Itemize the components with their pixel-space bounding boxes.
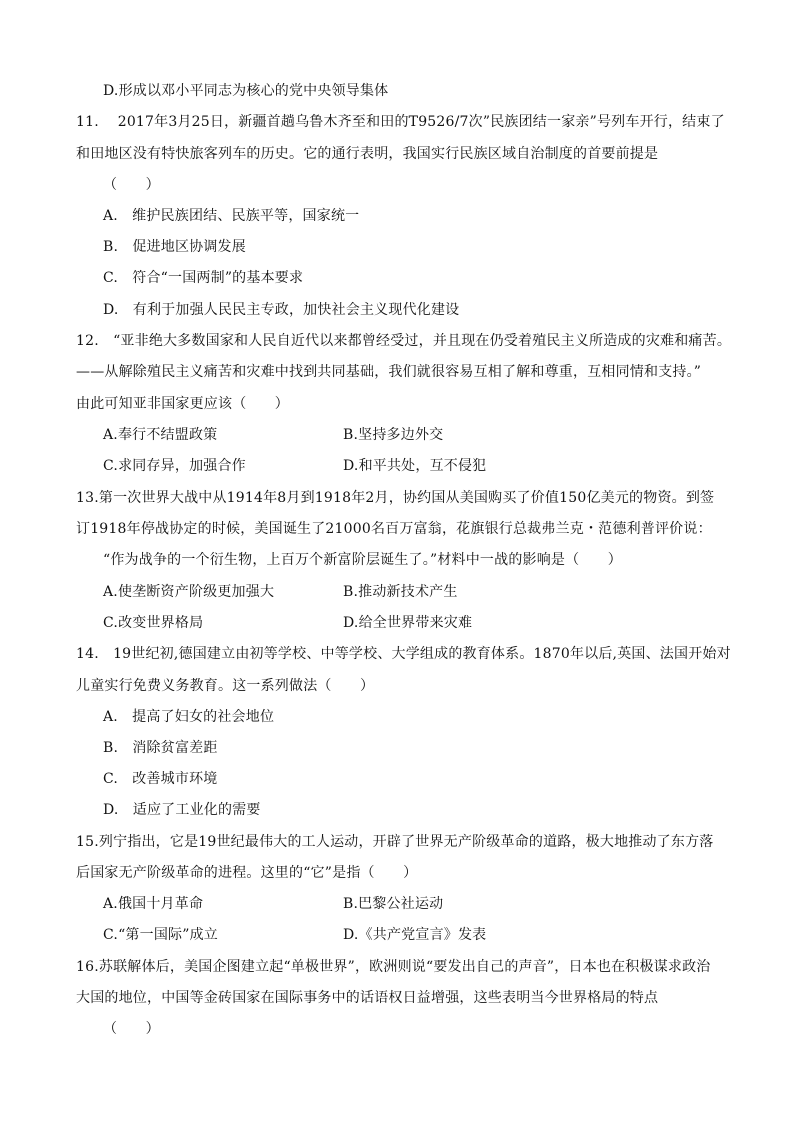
q14-option-d: D. 适应了工业化的需要 [103, 802, 261, 818]
q12-option-c: C.求同存异，加强合作 [103, 458, 246, 474]
q10-option-d: D.形成以邓小平同志为核心的党中央领导集体 [103, 83, 389, 99]
q12-stem-line-1: 12. “亚非绝大多数国家和人民自近代以来都曾经受过，并且现在仍受着殖民主义所造成的灾难和痛苦。 [76, 333, 732, 349]
q15-option-d: D.《共产党宣言》发表 [343, 927, 487, 943]
q13-option-a: A.使垄断资产阶级更加强大 [103, 584, 275, 600]
q12-option-b: B.坚持多边外交 [343, 427, 444, 443]
q16-stem-line-1: 16.苏联解体后，美国企图建立起“单极世界”，欧洲则说“要发出自己的声音”，日本也在积极谋求政治 [76, 959, 711, 975]
q15-stem-line-2: 后国家无产阶级革命的进程。这里的“它”是指（ ） [76, 865, 418, 881]
q12-option-d: D.和平共处，互不侵犯 [343, 458, 487, 474]
q13-stem-line-1: 13.第一次世界大战中从1914年8月到1918年2月，协约国从美国购买了价值150亿美元的物资。到签 [76, 490, 715, 506]
q15-stem-line-1: 15.列宁指出，它是19世纪最伟大的工人运动，开辟了世界无产阶级革命的道路，极大地推动了东方落 [76, 834, 714, 850]
q15-option-a: A.俄国十月革命 [103, 896, 204, 912]
q14-option-b: B. 消除贫富差距 [103, 740, 218, 756]
q13-option-c: C.改变世界格局 [103, 615, 204, 631]
q14-option-c: C. 改善城市环境 [103, 771, 218, 787]
q11-answer-blank: （ ） [103, 177, 160, 193]
q13-stem-line-2: 订1918年停战协定的时候，美国诞生了21000名百万富翁，花旗银行总裁弗兰克・范德利普评价说： [76, 521, 712, 537]
q16-answer-blank: （ ） [103, 1021, 160, 1037]
q11-stem-line-1: 11. 2017年3月25日，新疆首趟乌鲁木齐至和田的T9526/7次”民族团结一家亲”号列车开行，结束了 [76, 114, 725, 130]
q11-option-b: B. 促进地区协调发展 [103, 239, 246, 255]
q14-stem-line-1: 14. 19世纪初,德国建立由初等学校、中等学校、大学组成的教育体系。1870年以后,英国、法国开始对 [76, 646, 731, 662]
q16-stem-line-2: 大国的地位，中国等金砖国家在国际事务中的话语权日益增强，这些表明当今世界格局的特点 [76, 990, 659, 1006]
q13-option-b: B.推动新技术产生 [343, 584, 458, 600]
q12-option-a: A.奉行不结盟政策 [103, 427, 218, 443]
q14-option-a: A. 提高了妇女的社会地位 [103, 709, 275, 725]
q14-stem-line-2: 儿童实行免费义务教育。这一系列做法（ ） [76, 678, 375, 694]
q12-stem-line-3: 由此可知亚非国家更应该（ ） [76, 396, 289, 412]
q15-option-c: C.“第一国际”成立 [103, 927, 218, 943]
q12-stem-line-2: ——从解除殖民主义痛苦和灾难中找到共同基础，我们就很容易互相了解和尊重，互相同情和支持。” [76, 364, 702, 380]
q13-stem-line-3: “作为战争的一个衍生物，上百万个新富阶层诞生了。”材料中一战的影响是（ ） [103, 552, 622, 568]
q11-option-c: C. 符合“一国两制”的基本要求 [103, 270, 304, 286]
q11-option-d: D. 有利于加强人民民主专政，加快社会主义现代化建设 [103, 302, 460, 318]
q15-option-b: B.巴黎公社运动 [343, 896, 444, 912]
q13-option-d: D.给全世界带来灾难 [343, 615, 473, 631]
q11-option-a: A. 维护民族团结、民族平等，国家统一 [103, 208, 360, 224]
q11-stem-line-2: 和田地区没有特快旅客列车的历史。它的通行表明，我国实行民族区域自治制度的首要前提是 [76, 146, 659, 162]
